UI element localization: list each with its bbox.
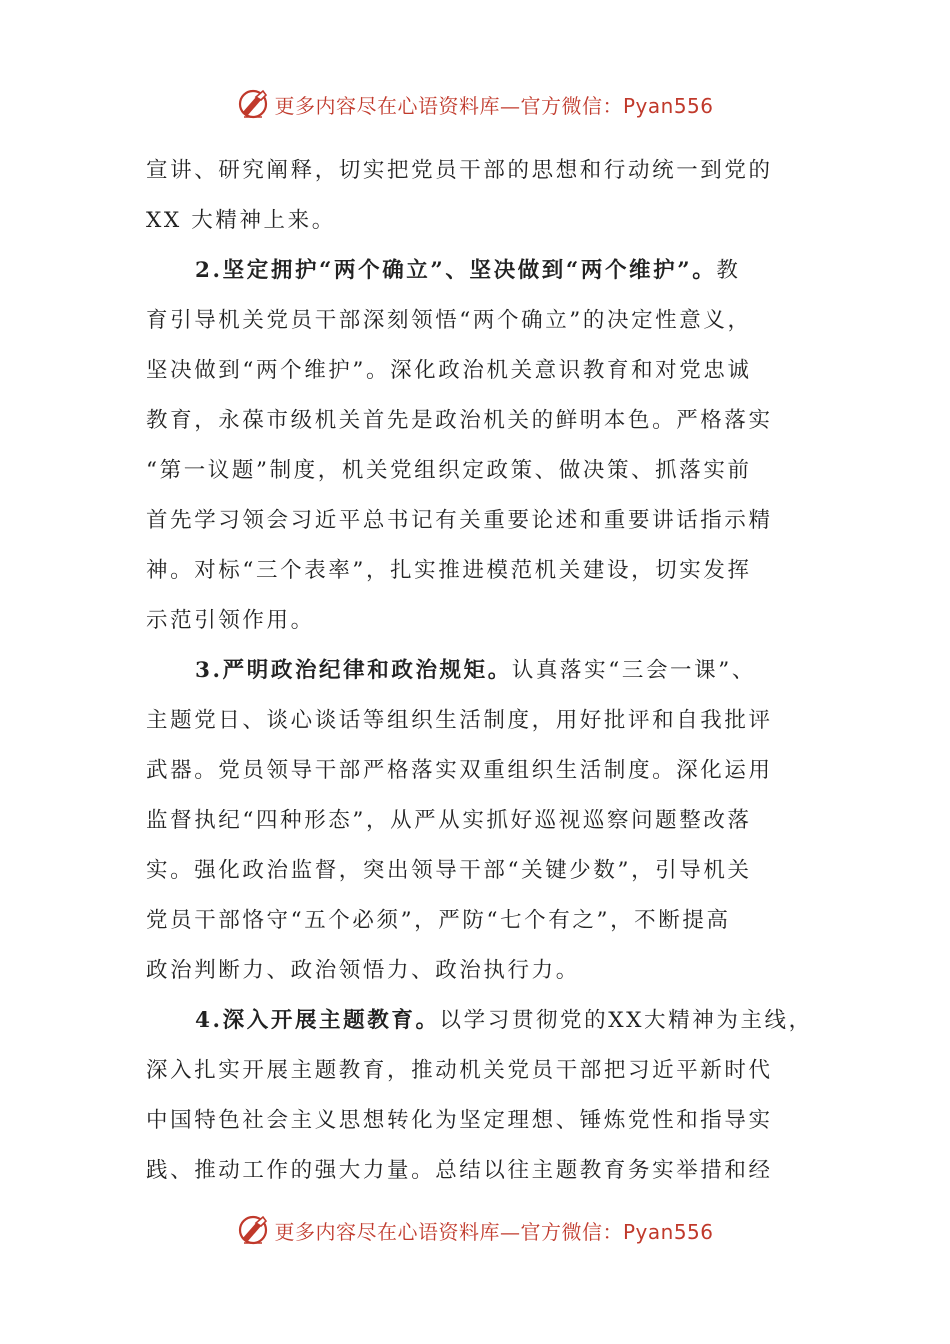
document-body	[146, 146, 813, 1196]
text-line	[146, 896, 806, 946]
text-line	[146, 1146, 806, 1196]
text-line	[146, 396, 806, 446]
body-text: 深入扎实开展主题教育，推动机关党员干部把习近平新时代	[146, 1058, 773, 1083]
text-line	[146, 746, 806, 796]
text-line	[146, 296, 806, 346]
text-line	[146, 446, 806, 496]
text-line	[146, 796, 806, 846]
pen-nib-logo-icon	[236, 1213, 270, 1247]
body-text: 以学习贯彻党的XX大精神为主线，	[439, 1008, 813, 1033]
body-text: 监督执纪“四种形态”，从严从实抓好巡视巡察问题整改落	[146, 808, 752, 833]
body-text: XX 大精神上来。	[146, 208, 336, 233]
text-line	[146, 1096, 806, 1146]
wechat-id: Pyan556	[622, 93, 714, 118]
body-text: 教	[716, 258, 741, 283]
body-text: 教育，永葆市级机关首先是政治机关的鲜明本色。严格落实	[146, 408, 773, 433]
text-line	[146, 546, 806, 596]
paragraph-p-cont	[146, 146, 806, 246]
text-line	[146, 696, 806, 746]
pen-nib-logo-icon	[236, 87, 270, 121]
text-line	[146, 346, 806, 396]
paragraph-p2	[146, 246, 806, 646]
body-text: 首先学习领会习近平总书记有关重要论述和重要讲话指示精	[146, 508, 773, 533]
paragraph-p4	[146, 996, 813, 1196]
text-line	[146, 596, 806, 646]
footer-watermark-banner	[0, 1210, 950, 1250]
body-text: 武器。党员领导干部严格落实双重组织生活制度。深化运用	[146, 758, 773, 783]
body-text: 实。强化政治监督，突出领导干部“关键少数”，引导机关	[146, 858, 752, 883]
text-line	[146, 996, 813, 1046]
text-line	[146, 246, 806, 296]
wechat-id: Pyan556	[622, 1219, 714, 1244]
body-text: 党员干部恪守“五个必须”，严防“七个有之”，不断提高	[146, 908, 731, 933]
text-line	[146, 946, 806, 996]
banner-text: 更多内容尽在心语资料库—官方微信：Pyan556	[274, 1219, 714, 1244]
section-heading: 2.坚定拥护“两个确立”、坚决做到“两个维护”。	[195, 258, 717, 283]
text-line	[146, 846, 806, 896]
body-text: 政治判断力、政治领悟力、政治执行力。	[146, 958, 580, 983]
body-text: 主题党日、谈心谈话等组织生活制度，用好批评和自我批评	[146, 708, 773, 733]
body-text: 践、推动工作的强大力量。总结以往主题教育务实举措和经	[146, 1158, 773, 1183]
section-heading: 4.深入开展主题教育。	[195, 1008, 440, 1033]
text-line	[146, 146, 806, 196]
text-line	[146, 646, 806, 696]
section-heading: 3.严明政治纪律和政治规矩。	[195, 658, 512, 683]
body-text: 神。对标“三个表率”，扎实推进模范机关建设，切实发挥	[146, 558, 752, 583]
banner-text: 更多内容尽在心语资料库—官方微信：Pyan556	[274, 93, 714, 118]
text-line	[146, 196, 806, 246]
body-text: 认真落实“三会一课”、	[511, 658, 756, 683]
body-text: 示范引领作用。	[146, 608, 315, 633]
paragraph-p3	[146, 646, 806, 996]
body-text: 中国特色社会主义思想转化为坚定理想、锤炼党性和指导实	[146, 1108, 773, 1133]
text-line	[146, 1046, 806, 1096]
body-text: 坚决做到“两个维护”。深化政治机关意识教育和对党忠诚	[146, 358, 752, 383]
body-text: “第一议题”制度，机关党组织定政策、做决策、抓落实前	[146, 458, 752, 483]
body-text: 宣讲、研究阐释，切实把党员干部的思想和行动统一到党的	[146, 158, 773, 183]
body-text: 育引导机关党员干部深刻领悟“两个确立”的决定性意义，	[146, 308, 752, 333]
header-watermark-banner	[0, 84, 950, 124]
text-line	[146, 496, 806, 546]
